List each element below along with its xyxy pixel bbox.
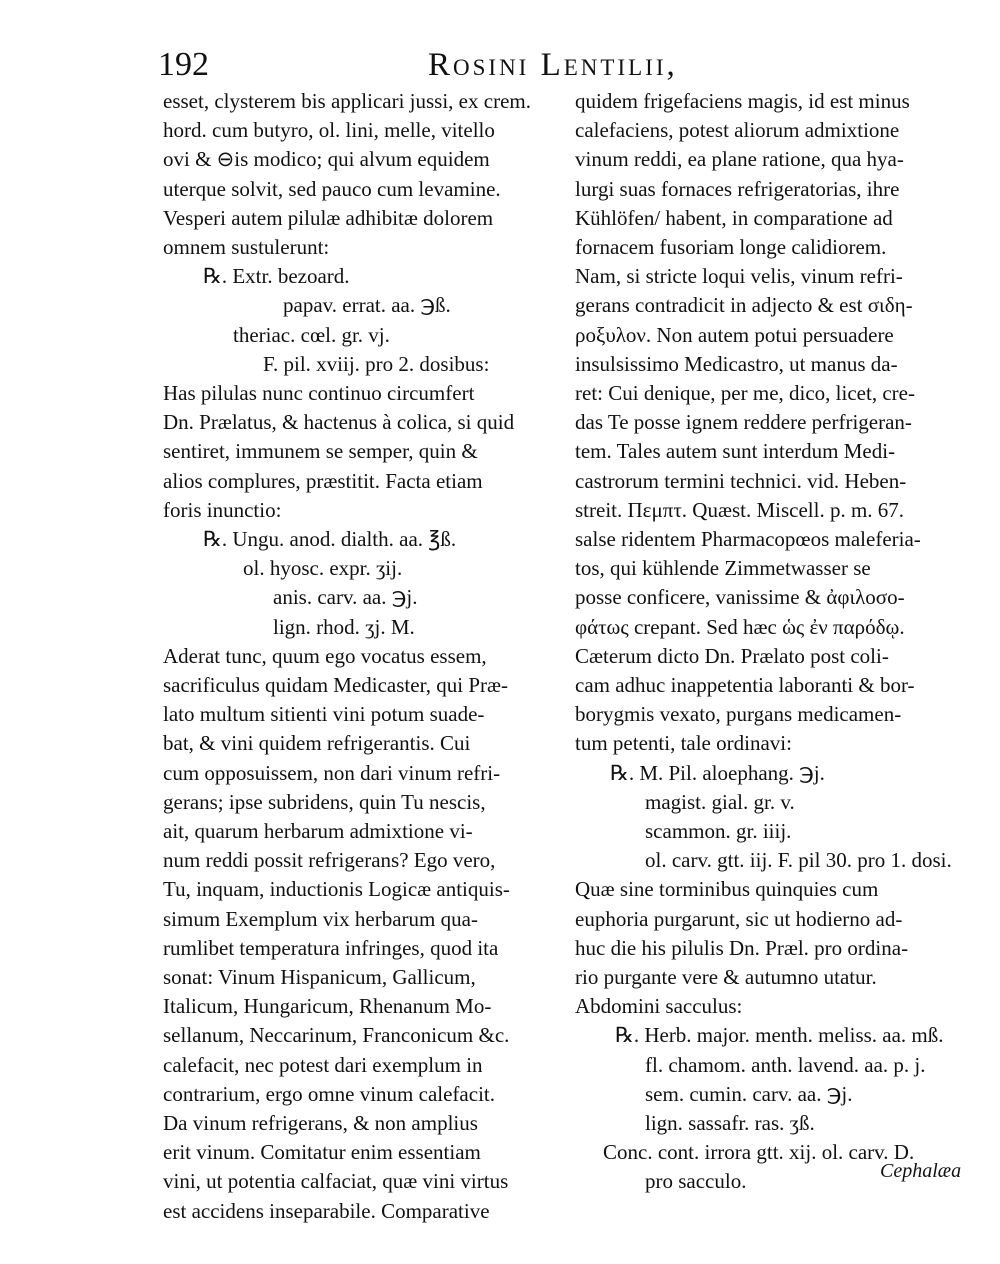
text-line: tum petenti, tale ordinavi: (575, 731, 792, 756)
text-line: Abdomini sacculus: (575, 994, 743, 1019)
text-line: tos, qui kühlende Zimmetwasser se (575, 556, 871, 581)
text-line: rio purgante vere & autumno utatur. (575, 965, 877, 989)
text-line: uterque solvit, sed pauco cum levamine. (163, 176, 501, 201)
text-line: fl. chamom. anth. lavend. aa. p. j. (645, 1052, 926, 1077)
text-line: lurgi suas fornaces refrigeratorias, ihre (575, 176, 900, 201)
text-line: sacrificulus quidam Medicaster, qui Præ- (163, 673, 508, 697)
text-line: lign. rhod. ʒj. M. (273, 614, 415, 639)
text-line: theriac. cœl. gr. vj. (233, 322, 390, 347)
text-line: Dn. Prælatus, & hactenus à colica, si quid (163, 410, 515, 435)
text-line: hord. cum butyro, ol. lini, melle, vitello (163, 118, 495, 143)
text-line: ait, quarum herbarum admixtione vi- (163, 819, 473, 843)
text-line: cam adhuc inappetentia laboranti & bor- (575, 673, 915, 697)
page-number: 192 (158, 46, 209, 83)
text-line: magist. gial. gr. v. (645, 789, 795, 814)
text-line: ol. hyosc. expr. ʒij. (243, 556, 403, 581)
text-line: salse ridentem Pharmacopœos maleferia- (575, 527, 921, 551)
text-line: omnem sustulerunt: (163, 235, 330, 259)
text-line: Tu, inquam, inductionis Logicæ antiquis- (163, 877, 510, 902)
text-line: euphoria purgarunt, sic ut hodierno ad- (575, 906, 903, 931)
text-line: sentiret, immunem se semper, quin & (163, 439, 478, 464)
text-line: cum opposuissem, non dari vinum refri- (163, 760, 501, 785)
text-line: tem. Tales autem sunt interdum Medi- (575, 439, 896, 464)
text-line: alios complures, præstitit. Facta etiam (163, 468, 483, 493)
text-line: Conc. cont. irrora gtt. xij. ol. carv. D. (603, 1140, 915, 1165)
text-line: gerans contradicit in adjecto & est σιδη- (575, 293, 913, 318)
text-line: castrorum termini technici. vid. Heben- (575, 468, 907, 493)
text-line: vinum reddi, ea plane ratione, qua hya- (575, 147, 904, 172)
text-line: vini, ut potentia calfaciat, quæ vini virtus (163, 1169, 509, 1194)
text-line: ol. carv. gtt. iij. F. pil 30. pro 1. dosi. (645, 848, 952, 873)
text-line: lato multum sitienti vini potum suade- (163, 702, 485, 727)
text-line: Aderat tunc, quum ego vocatus essem, (163, 643, 487, 668)
text-line: ovi & ⊖is modico; qui alvum equidem (163, 147, 490, 172)
running-title: Rosini Lentilii, (428, 47, 678, 83)
text-line: calefacit, nec potest dari exemplum in (163, 1052, 483, 1077)
text-line: φάτως crepant. Sed hæc ὡς ἐν παρόδῳ. (575, 614, 905, 639)
text-line: Kühlöfen/ habent, in comparatione ad (575, 205, 893, 230)
text-line: Cæterum dicto Dn. Prælato post coli- (575, 643, 889, 668)
text-line: ℞. Herb. major. menth. meliss. aa. mß. (615, 1023, 944, 1048)
text-line: contrarium, ergo omne vinum calefacit. (163, 1081, 495, 1106)
text-line: sonat: Vinum Hispanicum, Gallicum, (163, 965, 476, 989)
text-line: papav. errat. aa. ℈ß. (283, 293, 451, 318)
text-line: foris inunctio: (163, 497, 282, 522)
text-line: num reddi possit refrigerans? Ego vero, (163, 848, 496, 873)
text-line: ℞. Ungu. anod. dialth. aa. ℥ß. (203, 527, 457, 551)
text-line: ℞. Extr. bezoard. (203, 264, 350, 289)
text-line: Vesperi autem pilulæ adhibitæ dolorem (163, 205, 494, 230)
text-line: esset, clysterem bis applicari jussi, ex crem. (163, 89, 531, 113)
text-line: calefaciens, potest aliorum admixtione (575, 118, 900, 143)
catchword: Cephalæa (880, 1160, 962, 1182)
text-line: ροξυλον. Non autem potui persuadere (575, 322, 894, 347)
text-line: Da vinum refrigerans, & non amplius (163, 1111, 478, 1135)
text-line: ℞. M. Pil. aloephang. ℈j. (610, 760, 825, 785)
text-line: scammon. gr. iiij. (645, 819, 792, 843)
text-line: Quæ sine torminibus quinquies cum (575, 877, 879, 902)
text-line: gerans; ipse subridens, quin Tu nescis, (163, 789, 486, 814)
text-line: Has pilulas nunc continuo circumfert (163, 381, 475, 405)
text-line: streit. Πεμπτ. Quæst. Miscell. p. m. 67. (575, 497, 905, 522)
text-line: ret: Cui denique, per me, dico, licet, cre- (575, 381, 915, 405)
text-line: rumlibet temperatura infringes, quod ita (163, 935, 499, 960)
text-line: sellanum, Neccarinum, Franconicum &c. (163, 1023, 510, 1048)
text-line: borygmis vexato, purgans medicamen- (575, 702, 902, 727)
text-line: pro sacculo. (645, 1169, 747, 1194)
text-line: Nam, si stricte loqui velis, vinum refri- (575, 264, 903, 289)
text-line: das Te posse ignem reddere perfrigeran- (575, 410, 912, 435)
text-line: Italicum, Hungaricum, Rhenanum Mo- (163, 994, 492, 1019)
text-line: bat, & vini quidem refrigerantis. Cui (163, 731, 471, 756)
text-line: lign. sassafr. ras. ʒß. (645, 1111, 815, 1135)
text-line: simum Exemplum vix herbarum qua- (163, 906, 478, 931)
text-line: quidem frigefaciens magis, id est minus (575, 89, 910, 113)
page-header (158, 40, 958, 90)
text-line: anis. carv. aa. ℈j. (273, 585, 418, 610)
text-line: sem. cumin. carv. aa. ℈j. (645, 1081, 853, 1106)
text-line: F. pil. xviij. pro 2. dosibus: (263, 351, 490, 376)
text-line: est accidens inseparabile. Comparative (163, 1198, 490, 1223)
text-line: huc die his pilulis Dn. Præl. pro ordina- (575, 935, 909, 960)
text-line: fornacem fusoriam longe calidiorem. (575, 235, 887, 259)
text-line: insulsissimo Medicastro, ut manus da- (575, 351, 898, 376)
text-line: erit vinum. Comitatur enim essentiam (163, 1140, 481, 1165)
text-line: posse conficere, vanissime & ἀφιλοσο- (575, 585, 905, 610)
